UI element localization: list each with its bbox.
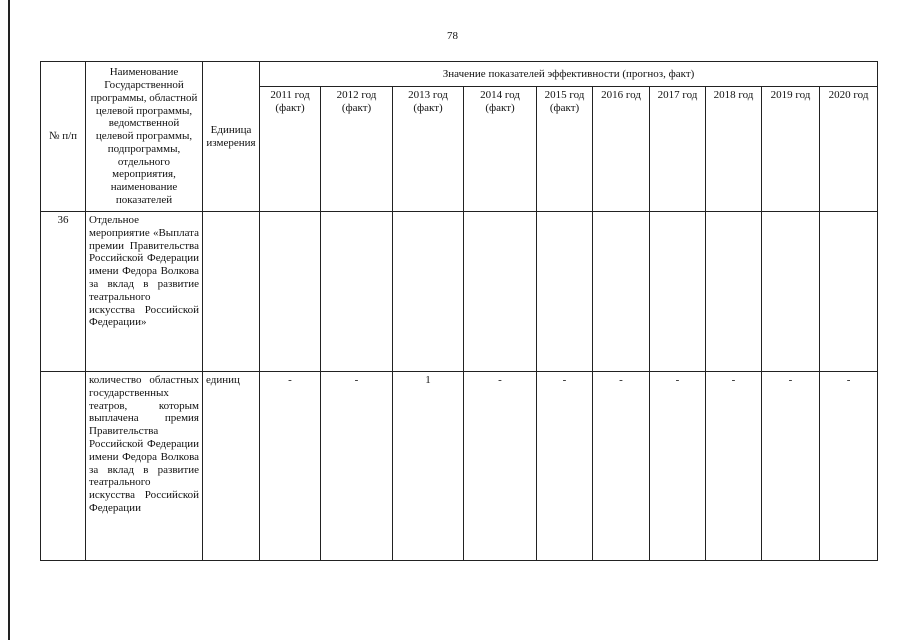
value-cell bbox=[537, 212, 593, 372]
header-year: 2016 год bbox=[593, 87, 650, 212]
row-name: количество областных государственных театров, которым выплачена премия Правительства Российской Федерации имени Федора Волкова за вклад в развитие театрального искусства Российской Федерации bbox=[86, 372, 203, 561]
value-cell bbox=[321, 212, 393, 372]
table-row bbox=[41, 212, 878, 372]
header-unit: Единица измерения bbox=[203, 62, 260, 212]
header-year: 2020 год bbox=[820, 87, 878, 212]
row-unit: единиц bbox=[203, 372, 260, 561]
value-cell: - bbox=[762, 372, 820, 561]
value-cell: 1 bbox=[393, 372, 464, 561]
header-year: 2011 год (факт) bbox=[260, 87, 321, 212]
header-values-group: Значение показателей эффективности (прогноз, факт) bbox=[260, 62, 878, 87]
header-year: 2017 год bbox=[650, 87, 706, 212]
value-cell: - bbox=[537, 372, 593, 561]
value-cell: - bbox=[650, 372, 706, 561]
header-num: № п/п bbox=[41, 62, 86, 212]
value-cell bbox=[762, 212, 820, 372]
value-cell: - bbox=[260, 372, 321, 561]
value-cell bbox=[260, 212, 321, 372]
header-year: 2015 год (факт) bbox=[537, 87, 593, 212]
row-number bbox=[41, 372, 86, 561]
header-year: 2018 год bbox=[706, 87, 762, 212]
header-year: 2012 год (факт) bbox=[321, 87, 393, 212]
header-name: Наименование Государственной программы, областной целевой программы, ведомственной целевой программы, подпрограммы, отдельного мероприятия, наименование показателей bbox=[86, 62, 203, 212]
row-number: 36 bbox=[41, 212, 86, 372]
value-cell bbox=[464, 212, 537, 372]
header-year: 2014 год (факт) bbox=[464, 87, 537, 212]
page-number: 78 bbox=[447, 30, 458, 42]
value-cell: - bbox=[706, 372, 762, 561]
row-unit bbox=[203, 212, 260, 372]
value-cell bbox=[820, 212, 878, 372]
margin-rule bbox=[8, 0, 10, 640]
value-cell: - bbox=[321, 372, 393, 561]
value-cell bbox=[706, 212, 762, 372]
value-cell: - bbox=[593, 372, 650, 561]
row-name: Отдельное мероприятие «Выплата премии Правительства Российской Федерации имени Федора Волкова за вклад в развитие театрального искусства Российской Федерации» bbox=[86, 212, 203, 372]
header-year: 2013 год (факт) bbox=[393, 87, 464, 212]
table-row bbox=[41, 372, 878, 561]
header-year: 2019 год bbox=[762, 87, 820, 212]
value-cell: - bbox=[464, 372, 537, 561]
indicators-table bbox=[40, 61, 878, 561]
value-cell bbox=[393, 212, 464, 372]
value-cell: - bbox=[820, 372, 878, 561]
value-cell bbox=[593, 212, 650, 372]
value-cell bbox=[650, 212, 706, 372]
